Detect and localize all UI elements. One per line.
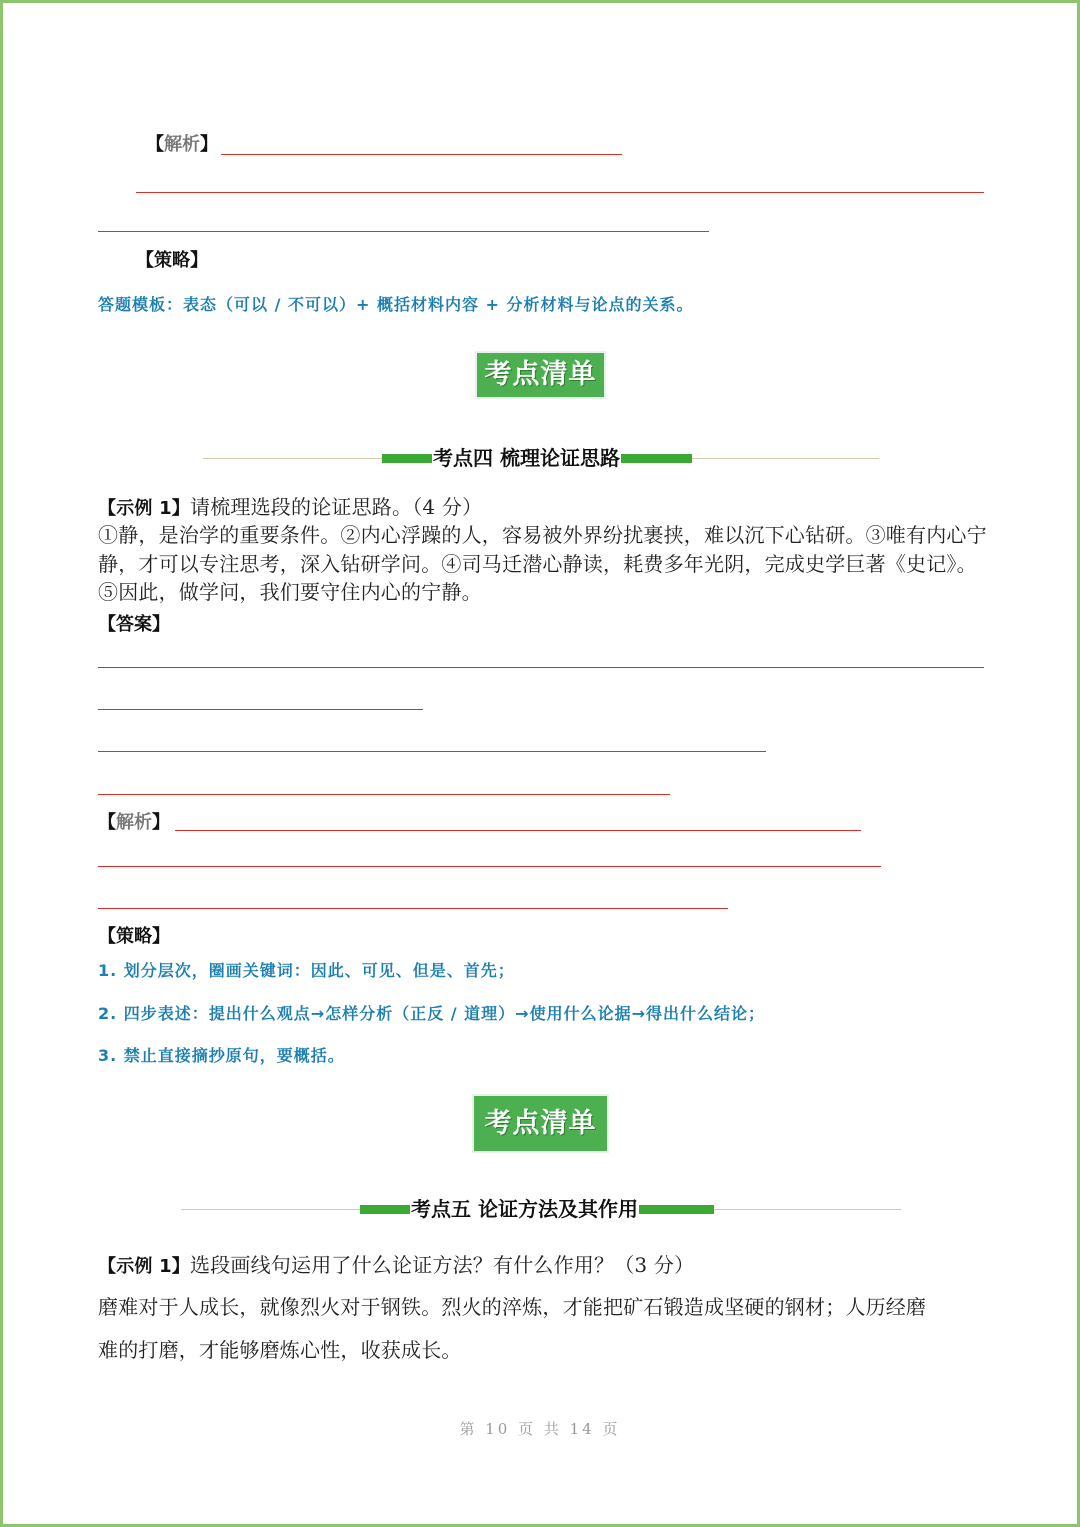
answer-line xyxy=(98,866,881,867)
answer-line xyxy=(98,709,423,710)
example-question: 选段画线句运用了什么论证方法？有什么作用？（3 分） xyxy=(190,1253,695,1277)
section4-passage: ①静，是治学的重要条件。②内心浮躁的人，容易被外界纷扰裹挟，难以沉下心钻研。③唯有内心宁静，才可以专注思考，深入钻研学问。④司马迁潜心静读，耗费多年光阴，完成史学巨著《史记》。⑤因此，做学问，我们要守住内心的宁静。 xyxy=(98,523,987,604)
answer-line xyxy=(221,154,622,155)
answer-line xyxy=(98,231,709,232)
strategy-item: 1. 划分层次，圈画关键词：因此、可见、但是、首先； xyxy=(98,961,515,980)
answer-line xyxy=(136,192,984,193)
answer-label: 【答案】 xyxy=(98,614,170,635)
strategy-item: 2. 四步表述：提出什么观点→怎样分析（正反 / 道理）→使用什么论据→得出什么结论； xyxy=(98,1004,765,1023)
analysis-label-1: 【解析】 xyxy=(146,134,218,155)
example-label: 【示例 1】 xyxy=(98,498,190,519)
example-question: 请梳理选段的论证思路。（4 分） xyxy=(190,495,483,519)
section5-example xyxy=(98,1251,988,1282)
section4-title: 考点四 梳理论证思路 xyxy=(433,446,620,470)
section4-example xyxy=(98,493,988,524)
section5-title: 考点五 论证方法及其作用 xyxy=(411,1197,638,1221)
page-number: 第 10 页 共 14 页 xyxy=(459,1420,621,1438)
answer-line xyxy=(175,830,861,831)
strategy-label-2: 【策略】 xyxy=(98,926,170,947)
example-label: 【示例 1】 xyxy=(98,1256,190,1277)
checklist-badge: 考点清单 xyxy=(477,353,604,397)
section5-passage-line: 难的打磨，才能够磨炼心性，收获成长。 xyxy=(98,1338,462,1362)
strategy-label-1: 【策略】 xyxy=(136,250,208,271)
strategy-item: 3. 禁止直接摘抄原句，要概括。 xyxy=(98,1046,345,1065)
answer-line xyxy=(98,751,766,752)
answer-template: 答题模板：表态（可以 / 不可以）+ 概括材料内容 + 分析材料与论点的关系。 xyxy=(98,295,694,314)
section5-passage-line: 磨难对于人成长，就像烈火对于钢铁。烈火的淬炼，才能把矿石锻造成坚硬的钢材；人历经磨 xyxy=(98,1295,927,1319)
checklist-badge: 考点清单 xyxy=(474,1096,607,1151)
answer-line xyxy=(98,908,728,909)
answer-line xyxy=(98,667,984,668)
analysis-label-2: 【解析】 xyxy=(98,812,170,833)
answer-line xyxy=(98,794,670,795)
